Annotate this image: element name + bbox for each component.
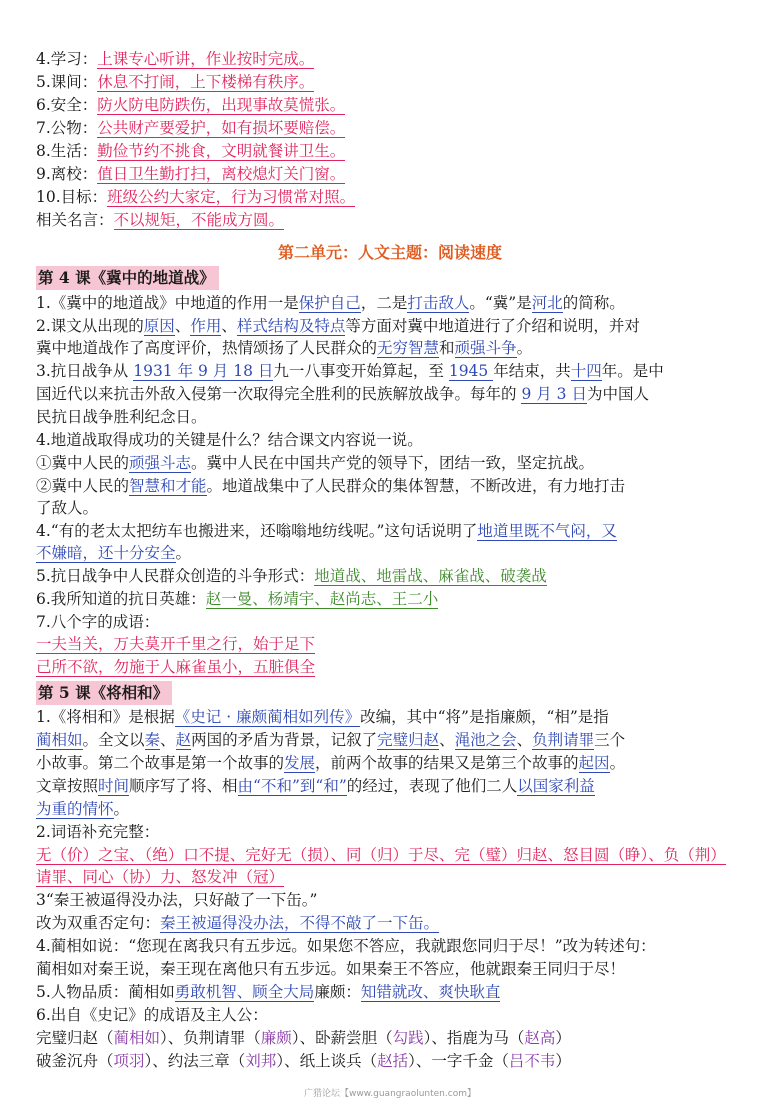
text: 年结束，共 [493, 362, 571, 380]
lesson5-q4a: 4.蔺相如说：“您现在离我只有五步远。如果您不答应，我就跟您同归于尽！”改为转述句： [36, 937, 656, 955]
text: 、 [516, 731, 533, 749]
unit-title: 第二单元：人文主题：阅读速度 [277, 243, 502, 262]
lesson4-title: 第 4 课《冀中的地道战》 [36, 266, 219, 290]
lesson4-q4a [36, 452, 594, 474]
answer: 勇敢机智、顾全大局 [174, 983, 315, 1001]
answer: 蔺相如 [113, 1029, 161, 1047]
answer: 蔺相如 [36, 731, 83, 749]
answer: 无穷智慧 [377, 339, 440, 357]
rule-value: 勤俭节约不挑食，文明就餐讲卫生。 [97, 142, 346, 160]
text: 文章按照 [36, 777, 99, 795]
answer: 由“不和”到“和” [237, 777, 347, 795]
text: 的简称。 [562, 294, 625, 312]
rule-line [36, 163, 345, 185]
rule-value: 公共财产要爱护，如有损坏要赔偿。 [97, 119, 346, 137]
answer: 时间 [98, 777, 130, 795]
text: 两国的矛盾为背景，记叙了 [191, 731, 378, 749]
lesson5-q1a [36, 706, 609, 728]
answer: 顽强斗争 [454, 339, 517, 357]
text: 。 [516, 339, 533, 357]
answer: 地道战、地雷战、麻雀战、破袭战 [314, 567, 547, 585]
text: 。“冀”是 [469, 294, 532, 312]
answer: 发展 [284, 754, 316, 772]
rule-value: 休息不打闹，上下楼梯有秩序。 [97, 73, 315, 91]
answer: 作用 [190, 317, 222, 335]
text: ）、纸上谈兵（ [276, 1052, 378, 1070]
text: ）、卧薪尝胆（ [291, 1029, 393, 1047]
answer: 无（价）之宝、（绝）口不提、完好无（损）、同（归）于尽、完（璧）归赵、怒目圆（睁）、负（荆） [36, 846, 726, 864]
rule-line [36, 209, 284, 231]
text: 5.抗日战争中人民群众创造的斗争形式： [36, 567, 315, 585]
rule-line [36, 140, 345, 162]
lesson4-q2a [36, 315, 640, 337]
text: 年。是中 [601, 362, 664, 380]
answer: 地道里既不气闷，又 [477, 522, 617, 540]
rule-line [36, 94, 345, 116]
lesson4-q7 [36, 588, 438, 610]
rule-label: 相关名言： [36, 211, 114, 229]
lesson5-q3a [36, 912, 439, 934]
answer: 廉颇 [260, 1029, 292, 1047]
answer: 智慧和才能 [129, 477, 207, 495]
text: ）、负荆请罪（ [160, 1029, 261, 1047]
text: 4.“有的老太太把纺车也搬进来，还嗡嗡地纺线呢。”这句话说明了 [36, 522, 478, 540]
lesson5-q1d [36, 775, 595, 797]
answer: 赵括 [377, 1052, 409, 1070]
lesson5-q4b: 蔺相如对秦王说，秦王现在离他只有五步远。如果秦王不答应，他就跟秦王同归于尽！ [36, 960, 626, 978]
lesson4-q4b [36, 475, 625, 497]
lesson4-q5b [36, 542, 191, 564]
answer: 知错就改、爽快耿直 [360, 983, 501, 1001]
answer: 刘邦 [245, 1052, 277, 1070]
answer: 打击敌人 [407, 294, 470, 312]
text: 廉颇： [314, 983, 361, 1001]
lesson4-q3c: 民抗日战争胜利纪念日。 [36, 408, 207, 426]
text: 1.《将相和》是根据 [36, 708, 175, 726]
text: 改编，其中“将”是指廉颇，“相”是指 [360, 708, 609, 726]
answer: 完璧归赵 [377, 731, 440, 749]
answer: 9 月 3 日 [521, 385, 587, 403]
text: 。全文以 [82, 731, 145, 749]
rule-label: 5.课间： [36, 73, 98, 91]
lesson4-q4: 4.地道战取得成功的关键是什么？结合课文内容说一说。 [36, 431, 423, 449]
answer: 原因 [143, 317, 175, 335]
text: ） [555, 1052, 571, 1070]
text: 破釜沉舟（ [36, 1052, 114, 1070]
lesson5-title: 第 5 课《将相和》 [36, 681, 172, 705]
text: 等方面对冀中地道进行了介绍和说明，并对 [345, 317, 640, 335]
answer: 赵一曼、杨靖宇、赵尚志、王二小 [205, 590, 439, 608]
lesson4-q1 [36, 292, 625, 314]
answer: 1931 年 9 月 18 日 [133, 362, 274, 380]
text: 2.课文从出现的 [36, 317, 144, 335]
answer: 项羽 [113, 1052, 145, 1070]
text: 、 [439, 731, 455, 749]
rule-label: 8.生活： [36, 142, 98, 160]
answer: 一夫当关，万夫莫开千里之行，始于足下 [36, 635, 316, 653]
answer: 河北 [531, 294, 563, 312]
lesson5-q1b [36, 729, 625, 751]
answer: 样式结构及特点 [236, 317, 346, 335]
text: ）、指鹿为马（ [423, 1029, 525, 1047]
text: 。 [175, 544, 192, 562]
lesson5-q1e [36, 798, 129, 820]
lesson5-q6a [36, 1027, 571, 1049]
lesson5-q6b [36, 1050, 571, 1072]
lesson4-q2b [36, 337, 532, 359]
answer: 起因 [578, 754, 610, 772]
text: 6.我所知道的抗日英雄： [36, 590, 206, 608]
lesson4-q8: 7.八个字的成语： [36, 613, 160, 631]
text: 顺序写了将、相 [129, 777, 238, 795]
text: ②冀中人民的 [36, 477, 130, 495]
answer: 勾践 [392, 1029, 424, 1047]
lesson4-q8b [36, 656, 315, 678]
text: ，二是 [360, 294, 408, 312]
text: ①冀中人民的 [36, 454, 130, 472]
lesson4-q8a [36, 633, 315, 655]
text: 。冀中人民在中国共产党的领导下，团结一致，坚定抗战。 [191, 454, 595, 472]
text: 。地道战集中了人民群众的集体智慧，不断改进，有力地打击 [206, 477, 626, 495]
lesson4-q3b [36, 383, 649, 405]
text: 、 [174, 317, 191, 335]
rule-line [36, 117, 345, 139]
text: 的经过，表现了他们二人 [346, 777, 518, 795]
text: 三个 [594, 731, 626, 749]
text: 、 [221, 317, 237, 335]
lesson5-q6: 6.出自《史记》的成语及主人公： [36, 1006, 268, 1024]
rule-value: 不以规矩，不能成方圆。 [113, 211, 285, 229]
lesson4-q4c: 了敌人。 [36, 499, 99, 517]
answer: 请罪、同心（协）力、怒发冲（冠） [36, 868, 285, 886]
rule-line [36, 186, 355, 208]
text: ，前两个故事的结果又是第三个故事的 [315, 754, 579, 772]
rule-value: 防火防电防跌伤，出现事故莫慌张。 [97, 96, 346, 114]
text: ） [555, 1029, 571, 1047]
answer: 秦王被逼得没办法，不得不敲了一下缶。 [160, 914, 440, 932]
answer: 秦 [144, 731, 161, 749]
rule-label: 6.安全： [36, 96, 98, 114]
lesson4-q6 [36, 565, 547, 587]
lesson5-q2: 2.词语补充完整： [36, 823, 160, 841]
rule-value: 上课专心听讲，作业按时完成。 [97, 50, 315, 68]
answer: 十四 [570, 362, 602, 380]
rule-line [36, 48, 314, 70]
answer: 《史记 · 廉颇蔺相如列传》 [174, 708, 361, 726]
text: 和 [439, 339, 455, 357]
answer: 己所不欲，勿施于人麻雀虽小，五脏俱全 [36, 658, 316, 676]
answer: 不嫌暗，还十分安全 [36, 544, 176, 562]
text: ）、约法三章（ [144, 1052, 246, 1070]
answer: 以国家利益 [517, 777, 595, 795]
text: 。 [609, 754, 626, 772]
text: 完璧归赵（ [36, 1029, 114, 1047]
lesson4-q5a [36, 520, 617, 542]
rule-label: 9.离校： [36, 165, 98, 183]
answer: 1945 [448, 362, 494, 380]
lesson5-q5 [36, 981, 500, 1003]
answer: 负荆请罪 [532, 731, 595, 749]
rule-label: 7.公物： [36, 119, 98, 137]
text: 改为双重否定句： [36, 914, 161, 932]
answer: 赵高 [524, 1029, 556, 1047]
rule-line [36, 71, 314, 93]
rule-label: 10.目标： [36, 188, 108, 206]
answer: 顽强斗志 [129, 454, 192, 472]
footer-watermark: 广猎论坛【www.guangraolunten.com】 [304, 1089, 476, 1099]
rule-label: 4.学习： [36, 50, 98, 68]
answer: 保护自己 [298, 294, 361, 312]
lesson5-q2b [36, 866, 284, 888]
rule-value: 值日卫生勤打扫，离校熄灯关门窗。 [97, 165, 346, 183]
text: 5.人物品质：蔺相如 [36, 983, 175, 1001]
text: 1.《冀中的地道战》中地道的作用一是 [36, 294, 299, 312]
text: 、 [160, 731, 176, 749]
text: 小故事。第二个故事是第一个故事的 [36, 754, 285, 772]
lesson5-q3: 3“秦王被逼得没办法，只好敲了一下缶。” [36, 891, 318, 909]
text: 国近代以来抗击外敌入侵第一次取得完全胜利的民族解放战争。每年的 [36, 385, 522, 403]
lesson5-q2a [36, 844, 726, 866]
text: ）、一字千金（ [408, 1052, 509, 1070]
lesson4-q3a [36, 360, 664, 382]
lesson5-q1c [36, 752, 625, 774]
text: 冀中地道战作了高度评价，热情颂扬了人民群众的 [36, 339, 378, 357]
text: 为中国人 [586, 385, 649, 403]
text: 。 [113, 800, 130, 818]
answer: 为重的情怀 [36, 800, 114, 818]
answer: 赵 [175, 731, 192, 749]
answer: 吕不韦 [508, 1052, 556, 1070]
answer: 渑池之会 [454, 731, 517, 749]
rule-value: 班级公约大家定，行为习惯常对照。 [107, 188, 356, 206]
text: 九一八事变开始算起，至 [273, 362, 449, 380]
text: 3.抗日战争从 [36, 362, 134, 380]
